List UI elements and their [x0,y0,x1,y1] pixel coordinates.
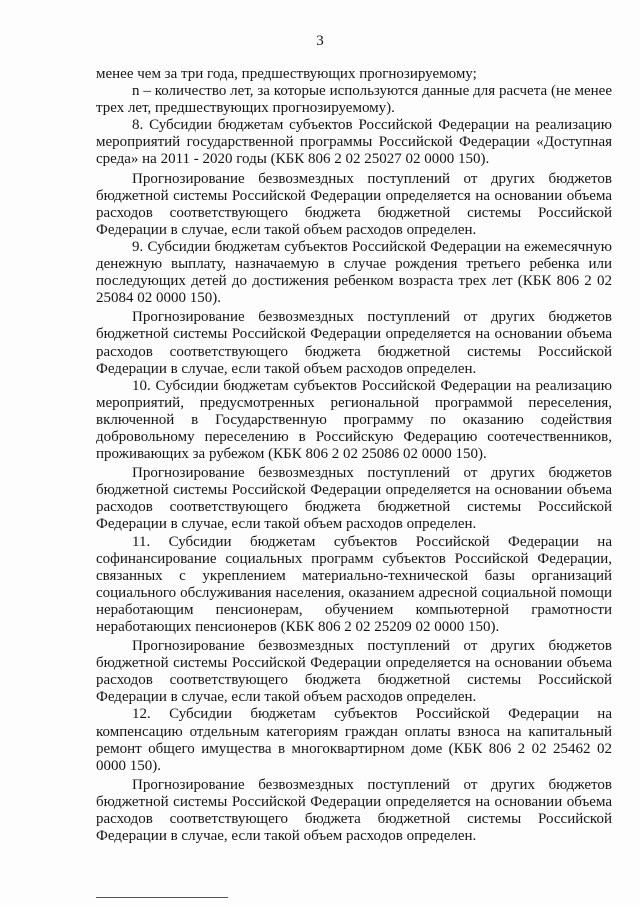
paragraph-item-11: 11. Субсидии бюджетам субъектов Российской Федерации на софинансирование социальных программ субъектов Российской Федерации, связанных с укреплением материально-технической базы организаций социального обслуживания населения, оказанием адресной социальной помощи неработающим пенсионерам, обучением компьютерной грамотности неработающих пенсионеров (КБК 806 2 02 25209 02 0000 150). [96,533,612,635]
paragraph-forecast-10: Прогнозирование безвозмездных поступлений от других бюджетов бюджетной системы Российской Федерации определяется на основании объема расходов соответствующего бюджета бюджетной системы Российской Федерации в случае, если такой объем расходов определен. [96,465,612,533]
paragraph-forecast-9: Прогнозирование безвозмездных поступлений от других бюджетов бюджетной системы Российской Федерации определяется на основании объема расходов соответствующего бюджета бюджетной системы Российской Федерации в случае, если такой объем расходов определен. [96,309,612,377]
paragraph-item-10: 10. Субсидии бюджетам субъектов Российской Федерации на реализацию мероприятий, предусмотренных региональной программой переселения, включенной в Государственную программу по оказанию содействия добровольному переселению в Российскую Федерацию соотечественников, проживающих за рубежом (КБК 806 2 02 25086 02 0000 150). [96,377,612,463]
paragraph-forecast-8: Прогнозирование безвозмездных поступлений от других бюджетов бюджетной системы Российской Федерации определяется на основании объема расходов соответствующего бюджета бюджетной системы Российской Федерации в случае, если такой объем расходов определен. [96,170,612,238]
paragraph-n-definition: n – количество лет, за которые используются данные для расчета (не менее трех лет, предшествующих прогнозируемому). [96,83,612,117]
paragraph-forecast-12: Прогнозирование безвозмездных поступлений от других бюджетов бюджетной системы Российской Федерации определяется на основании объема расходов соответствующего бюджета бюджетной системы Российской Федерации в случае, если такой объем расходов определен. [96,776,612,845]
document-body [96,66,612,845]
footnote-divider [96,897,228,898]
paragraph-item-12: 12. Субсидии бюджетам субъектов Российской Федерации на компенсацию отдельным категориям граждан оплаты взноса на капитальный ремонт общего имущества в многоквартирном доме (КБК 806 2 02 25462 02 0000 150). [96,706,612,774]
paragraph-continuation: менее чем за три года, предшествующих прогнозируемому; [96,66,477,82]
paragraph-item-8: 8. Субсидии бюджетам субъектов Российской Федерации на реализацию мероприятий государственной программы Российской Федерации «Доступная среда» на 2011 - 2020 годы (КБК 806 2 02 25027 02 0000 150). [96,117,612,168]
paragraph-item-9: 9. Субсидии бюджетам субъектов Российской Федерации на ежемесячную денежную выплату, назначаемую в случае рождения третьего ребенка или последующих детей до достижения ребенком возраста трех лет (КБК 806 2 02 25084 02 0000 150). [96,238,612,307]
paragraph-forecast-11: Прогнозирование безвозмездных поступлений от других бюджетов бюджетной системы Российской Федерации определяется на основании объема расходов соответствующего бюджета бюджетной системы Российской Федерации в случае, если такой объем расходов определен. [96,638,612,706]
page-number: 3 [316,33,324,49]
